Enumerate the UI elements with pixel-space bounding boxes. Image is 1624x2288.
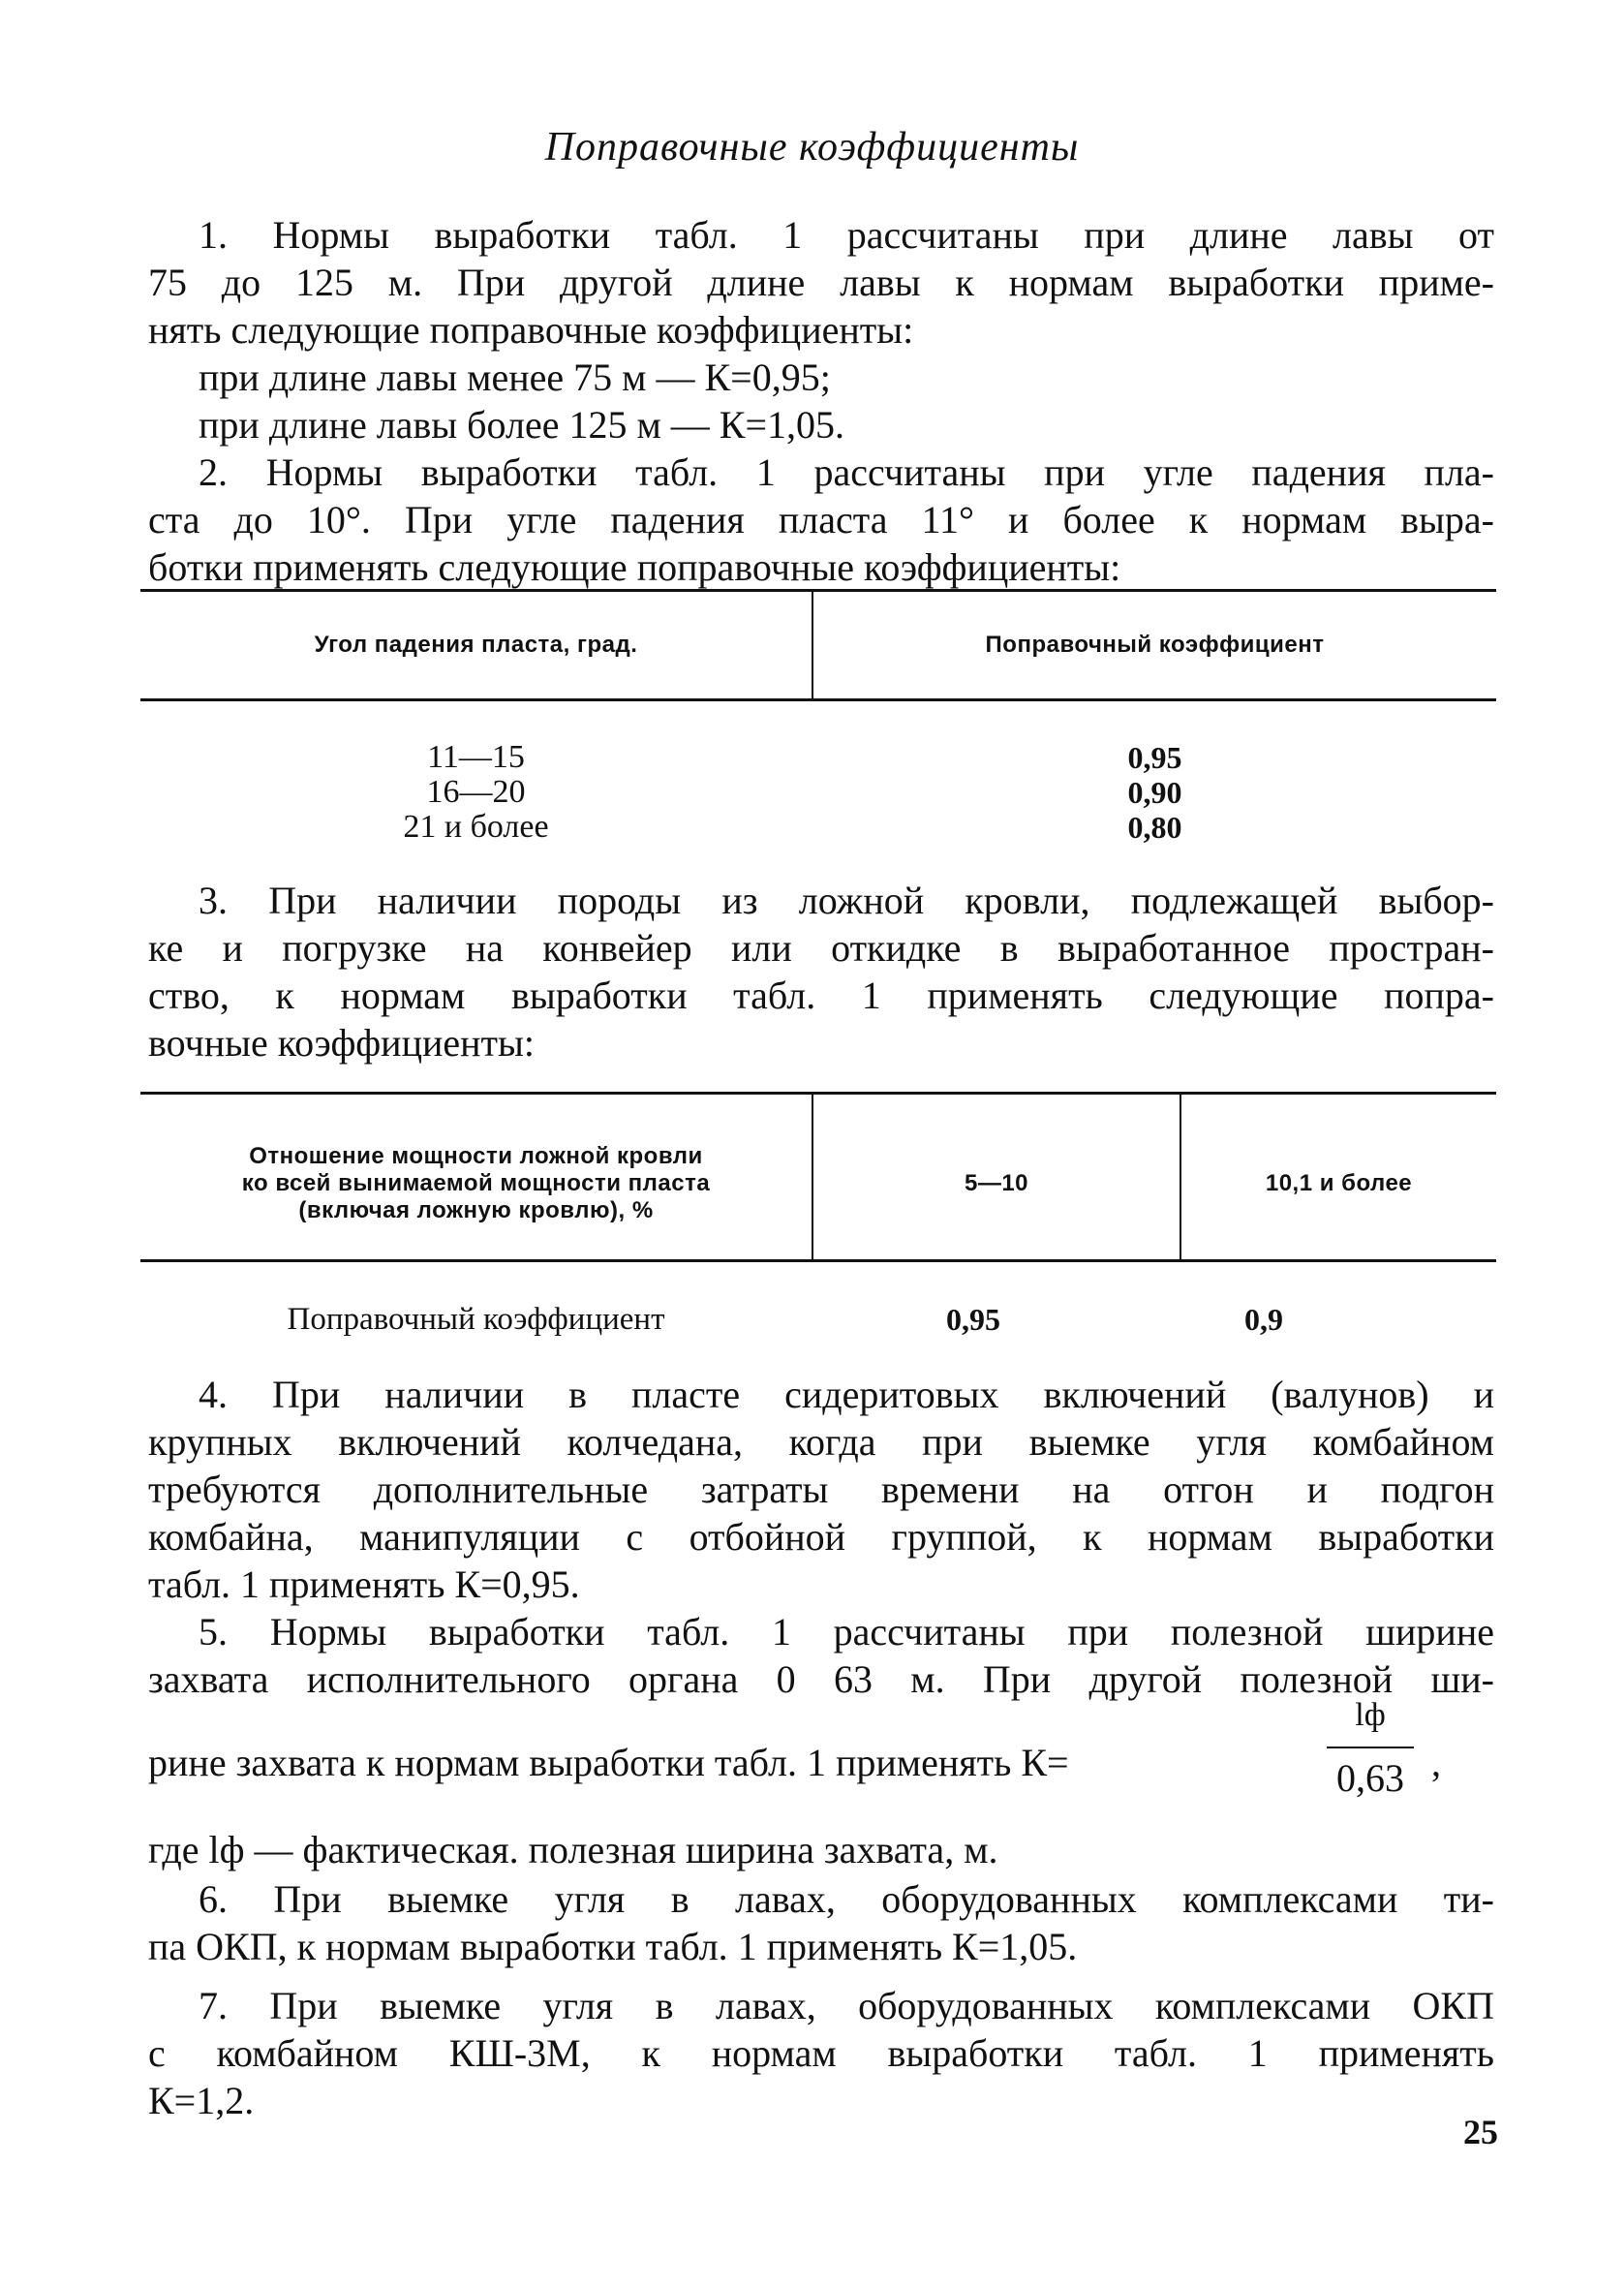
p1-line-5: при длине лавы более 125 м — К=1,05. xyxy=(199,403,845,447)
table1-header-angle: Угол падения пласта, град. xyxy=(314,632,638,658)
table1-top-rule xyxy=(140,589,1496,592)
p5-line-2: захвата исполнительного органа 0 63 м. При другой полезной ши- xyxy=(148,1657,1494,1701)
table2-header-ratio-1: Отношение мощности ложной кровли xyxy=(249,1143,703,1169)
p3-line-4: вочные коэффициенты: xyxy=(148,1021,536,1065)
p4-line-1: 4. При наличии в пласте сидеритовых включений (валунов) и xyxy=(199,1373,1494,1416)
page-title: Поправочные коэффициенты xyxy=(544,125,1080,170)
p4-line-2: крупных включений колчедана, когда при выемке угля комбайном xyxy=(148,1420,1494,1464)
table2-header-col3: 10,1 и более xyxy=(1265,1170,1413,1196)
p5-where: где lф — фактическая. полезная ширина захвата, м. xyxy=(148,1828,998,1871)
table1-row-2-angle: 16—20 xyxy=(426,774,526,810)
table2-row-val2: 0,95 xyxy=(946,1302,1000,1337)
p5-line-1: 5. Нормы выработки табл. 1 рассчитаны при полезной ширине xyxy=(199,1610,1494,1654)
p1-line-3: нять следующие поправочные коэффициенты: xyxy=(148,308,914,352)
table2-header-ratio-2: ко всей вынимаемой мощности пласта xyxy=(241,1170,711,1196)
p5-formula-text: рине захвата к нормам выработки табл. 1 применять К= xyxy=(148,1741,1069,1784)
p2-line-3: ботки применять следующие поправочные коэффициенты: xyxy=(148,545,1121,589)
table1-row-1-coef: 0,95 xyxy=(1127,740,1182,775)
p2-line-1: 2. Нормы выработки табл. 1 рассчитаны при угле падения пла- xyxy=(199,450,1494,494)
p4-line-3: требуются дополнительные затраты времени на отгон и подгон xyxy=(148,1468,1494,1511)
p3-line-3: ство, к нормам выработки табл. 1 применять следующие попра- xyxy=(148,974,1494,1017)
table2-top-rule xyxy=(140,1092,1496,1095)
p4-line-4: комбайна, манипуляции с отбойной группой, к нормам выработки xyxy=(148,1515,1494,1559)
table1-row-3-angle: 21 и более xyxy=(403,809,549,845)
p5-fraction-tail: , xyxy=(1431,1741,1441,1784)
p5-fraction-denominator: 0,63 xyxy=(1336,1756,1404,1800)
p1-line-4: при длине лавы менее 75 м — К=0,95; xyxy=(199,356,831,399)
table1-header-coef: Поправочный коэффициент xyxy=(985,632,1325,658)
table1-row-3-coef: 0,80 xyxy=(1127,810,1182,845)
page-number: 25 xyxy=(1463,2113,1498,2151)
p6-line-1: 6. При выемке угля в лавах, оборудованных комплексами ти- xyxy=(199,1877,1494,1921)
table2-row-label: Поправочный коэффициент xyxy=(287,1302,665,1337)
table2-header-ratio-3: (включая ложную кровлю), % xyxy=(298,1197,654,1223)
p7-line-2: с комбайном КШ-3М, к нормам выработки табл. 1 применять xyxy=(148,2031,1494,2075)
p1-line-2: 75 до 125 м. При другой длине лавы к нормам выработки приме- xyxy=(148,261,1494,304)
p6-line-2: па ОКП, к нормам выработки табл. 1 применять К=1,05. xyxy=(148,1925,1078,1968)
table2-header-rule xyxy=(140,1259,1496,1262)
p7-line-1: 7. При выемке угля в лавах, оборудованных комплексами ОКП xyxy=(199,1984,1494,2027)
p2-line-2: ста до 10°. При угле падения пласта 11° и более к нормам выра- xyxy=(148,498,1494,541)
table1-row-1-angle: 11—15 xyxy=(427,739,525,775)
p3-line-2: ке и погрузке на конвейер или откидке в выработанное простран- xyxy=(148,926,1494,970)
table1-header-rule xyxy=(140,698,1496,701)
p1-line-1: 1. Нормы выработки табл. 1 рассчитаны при длине лавы от xyxy=(199,213,1494,257)
table2-header-col2: 5—10 xyxy=(964,1170,1029,1196)
table2-row-val3: 0,9 xyxy=(1244,1302,1283,1337)
p4-line-5: табл. 1 применять К=0,95. xyxy=(148,1562,580,1606)
p7-line-3: К=1,2. xyxy=(148,2079,255,2122)
p5-fraction-numerator: lф xyxy=(1355,1697,1386,1733)
p3-line-1: 3. При наличии породы из ложной кровли, подлежащей выбор- xyxy=(199,879,1494,922)
table1-row-2-coef: 0,90 xyxy=(1127,775,1182,810)
p5-fraction-bar xyxy=(1327,1747,1414,1748)
